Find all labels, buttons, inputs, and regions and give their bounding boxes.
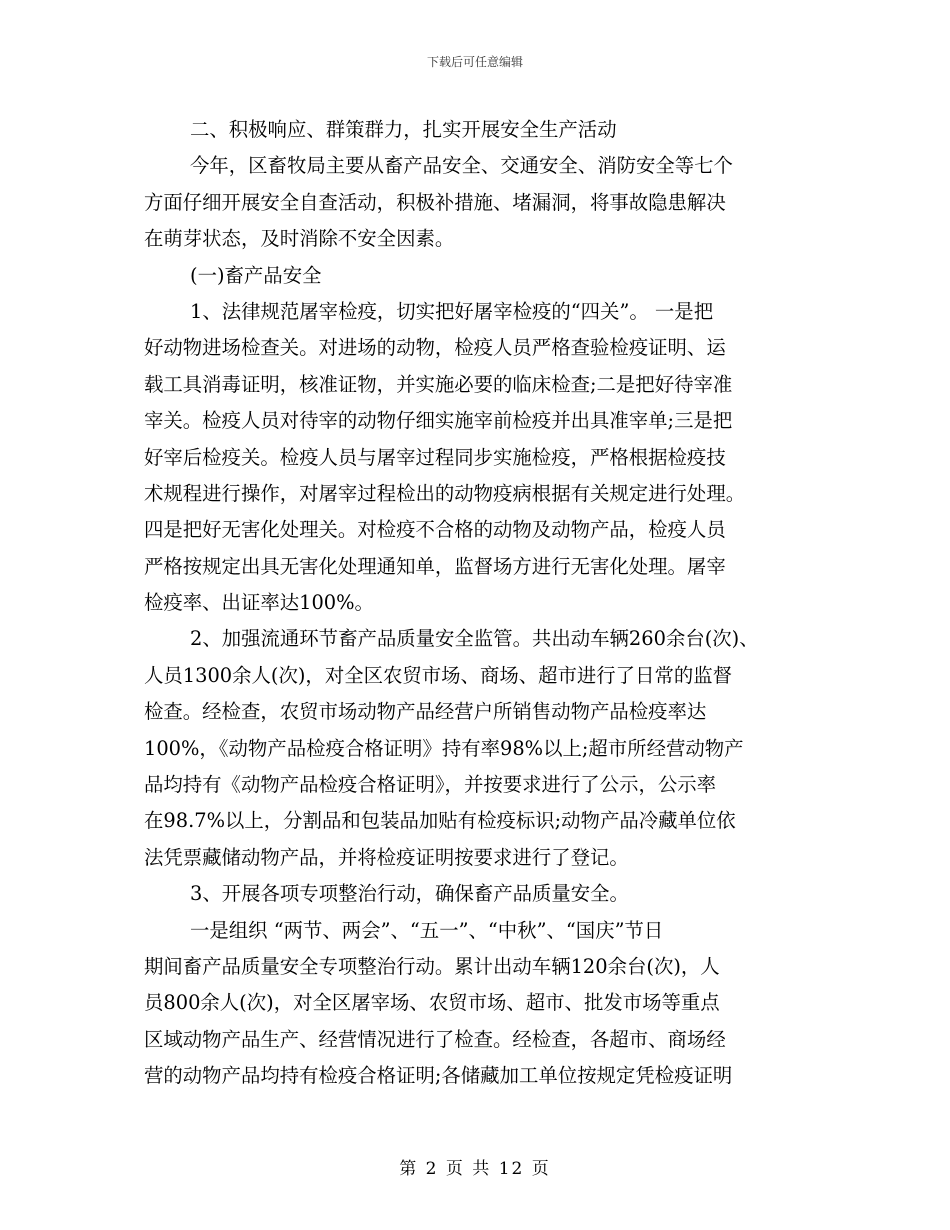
paragraph-line: 宰关。检疫人员对待宰的动物仔细实施宰前检疫并出具准宰单;三是把 <box>144 409 733 433</box>
paragraph-line: 一是组织 “两节、两会”、“五一”、“中秋”、“国庆”节日 <box>190 918 664 942</box>
paragraph-line: 营的动物产品均持有检疫合格证明;各储藏加工单位按规定凭检疫证明 <box>144 1064 733 1088</box>
paragraph-line: 区域动物产品生产、经营情况进行了检查。经检查，各超市、商场经 <box>144 1027 726 1051</box>
paragraph-line: 法凭票藏储动物产品，并将检疫证明按要求进行了登记。 <box>144 845 629 869</box>
paragraph-line: 今年，区畜牧局主要从畜产品安全、交通安全、消防安全等七个 <box>190 154 733 178</box>
paragraph-line: 2、加强流通环节畜产品质量安全监管。共出动车辆260余台(次)、 <box>190 627 759 651</box>
paragraph-line: 3、开展各项专项整治行动，确保畜产品质量安全。 <box>190 882 629 906</box>
paragraph-line: 检疫率、出证率达100%。 <box>144 591 374 615</box>
paragraph-line: 100%，《动物产品检疫合格证明》持有率98%以上;超市所经营动物产 <box>144 736 744 760</box>
paragraph-line: 期间畜产品质量安全专项整治行动。累计出动车辆120余台(次)，人 <box>144 954 720 978</box>
paragraph-line: 载工具消毒证明，核准证物，并实施必要的临床检查;二是把好待宰准 <box>144 372 733 396</box>
paragraph-line: 检查。经检查，农贸市场动物产品经营户所销售动物产品检疫率达 <box>144 700 707 724</box>
paragraph-line: 员800余人(次)，对全区屠宰场、农贸市场、超市、批发市场等重点 <box>144 991 720 1015</box>
page-header: 下载后可任意编辑 <box>426 55 523 69</box>
section-heading: 二、积极响应、群策群力，扎实开展安全生产活动 <box>190 118 617 141</box>
paragraph-line: 人员1300余人(次)，对全区农贸市场、商场、超市进行了日常的监督 <box>144 663 733 687</box>
paragraph-line: 术规程进行操作，对屠宰过程检出的动物疫病根据有关规定进行处理。 <box>144 481 746 505</box>
paragraph-line: 好动物进场检查关。对进场的动物，检疫人员严格查验检疫证明、运 <box>144 336 726 360</box>
paragraph-line: 1、法律规范屠宰检疫，切实把好屠宰检疫的“四关”。 一是把 <box>190 299 714 323</box>
paragraph-line: 品均持有《动物产品检疫合格证明》，并按要求进行了公示，公示率 <box>144 773 717 797</box>
paragraph-line: 在98.7%以上，分割品和包装品加贴有检疫标识;动物产品冷藏单位依 <box>144 809 736 833</box>
paragraph-line: 严格按规定出具无害化处理通知单，监督场方进行无害化处理。屠宰 <box>144 554 726 578</box>
subsection-heading: (一)畜产品安全 <box>190 263 322 287</box>
paragraph-line: 在萌芽状态，及时消除不安全因素。 <box>144 227 455 251</box>
paragraph-line: 方面仔细开展安全自查活动，积极补措施、堵漏洞，将事故隐患解决 <box>144 190 726 214</box>
paragraph-line: 好宰后检疫关。检疫人员与屠宰过程同步实施检疫，严格根据检疫技 <box>144 445 726 469</box>
page-footer: 第 2 页 共 12 页 <box>399 1159 551 1179</box>
document-body <box>144 112 824 1095</box>
paragraph-line: 四是把好无害化处理关。对检疫不合格的动物及动物产品，检疫人员 <box>144 518 726 542</box>
